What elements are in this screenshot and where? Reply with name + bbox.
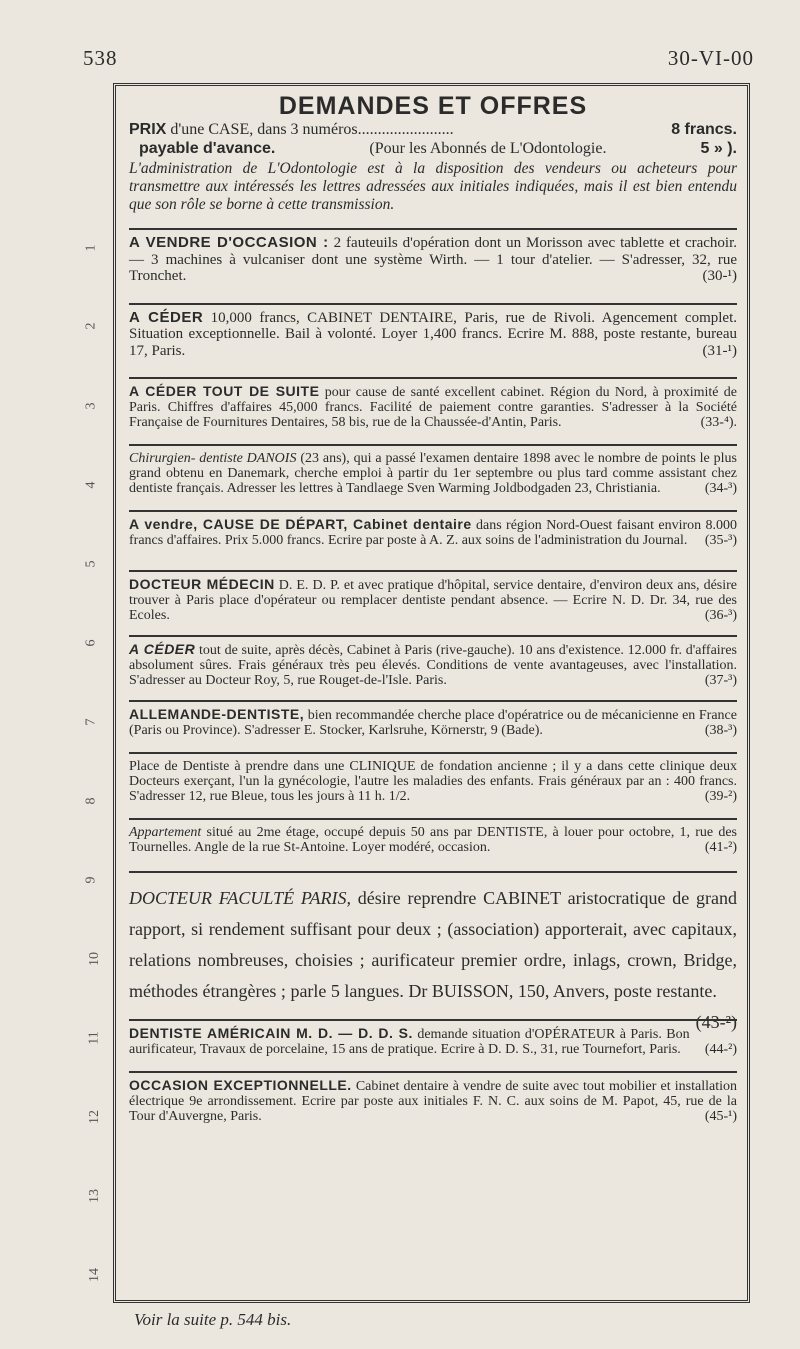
ads-frame (113, 83, 750, 1303)
margin-number: 13 (87, 1189, 102, 1203)
page-number: 538 (83, 46, 118, 70)
ad-text: pour cause de santé excellent cabinet. Région du Nord, à proximité de Paris. Chiffres d'affaires 45,000 francs. Facilité de paiement contre garanties. S'adresser à la Société Française de Fournitures Dentaires, 58 bis, rue de la Chaussée-d'Antin, Paris. (129, 385, 737, 430)
margin-number: 6 (83, 639, 99, 647)
ad-text: à prendre dans une CLINIQUE de fondation ancienne ; il y a dans cette clinique deux Docteurs exerçant, l'un la gynécologie, l'autre les maladies des enfants. Frais généraux par an : 400 francs. S'adresser 12, rue Bleue, tous les jours à 11 h. 1/2. (129, 759, 737, 804)
margin-number: 12 (87, 1110, 102, 1124)
margin-number: 5 (83, 560, 99, 568)
subscriber-note: (Pour les Abonnés de L'Odontologie. (369, 140, 607, 157)
ad-text: bien recommandée cherche place d'opératrice ou de mécanicienne en France (Paris ou Province). S'adresser E. Stocker, Karlsruhe, Körnerstr, 9 (Bade). (129, 708, 737, 738)
ad-ref: (33-⁴). (700, 415, 737, 430)
price-lead: PRIX (129, 121, 167, 138)
payable-label: payable d'avance. (139, 140, 276, 157)
ad-item (129, 444, 737, 496)
price-line-1 (129, 120, 737, 139)
ad-ref: (35-³) (704, 533, 737, 548)
ad-ref: (30-¹) (702, 268, 737, 284)
ad-text: désire reprendre CABINET aristocratique de grand rapport, si rendement suffisant pour deux ; (association) apporterait, avec capitaux, relations nombreuses, choisies ; aurificateur premier ordre, inlags, crown, Bridge, méthodes étrangères ; parle 5 langues. Dr BUISSON, 150, Anvers, poste restante. (129, 888, 738, 1001)
margin-number: 9 (83, 876, 99, 884)
ad-lead: DOCTEUR MÉDECIN (129, 576, 275, 592)
ad-lead: OCCASION EXCEPTIONNELLE. (129, 1077, 352, 1093)
page-title: DEMANDES ET OFFRES (278, 92, 588, 120)
margin-number: 1 (83, 244, 99, 252)
margin-number: 10 (87, 952, 102, 966)
ad-lead: A VENDRE D'OCCASION : (129, 234, 329, 251)
ad-item (129, 228, 737, 285)
ad-lead: Appartement (129, 825, 202, 840)
continued-note: Voir la suite p. 544 bis. (134, 1310, 292, 1329)
ad-ref: (38-³) (704, 723, 737, 738)
ad-ref: (34-³) (704, 481, 737, 496)
ad-ref: (31-¹) (702, 342, 737, 359)
ad-ref: (41-²) (704, 840, 737, 855)
ad-item (129, 752, 737, 804)
intro-text: L'administration de L'Odontologie est à la disposition des vendeurs ou acheteurs pour transmettre aux intéressés les lettres adressées aux initiales indiquées, mais il est bien entendu que son rôle se borne à cette transmission. (129, 160, 737, 213)
ad-text: demande situation d'OPÉRATEUR à Paris. Bon aurificateur, Travaux de porcelaine, 15 ans de pratique. Ecrire à D. D. S., 31, rue Tournefort, Paris. (129, 1027, 690, 1057)
price-line-2 (129, 139, 737, 158)
ad-text: (23 ans), qui a passé l'examen dentaire 1898 avec le nombre de points le plus grand obtenu en Danemark, cherche emploi à partir du 1er septembre ou plus tard comme assistant chez dentiste français. Adresser les lettres à Tandlaege Sven Warming Joldbodgaden 23, Christiania. (129, 451, 737, 496)
margin-number: 3 (83, 402, 99, 410)
ad-lead: A CÉDER TOUT DE SUITE (129, 383, 320, 399)
price-value: 8 francs. (671, 121, 737, 138)
ad-text: tout de suite, après décès, Cabinet à Paris (rive-gauche). 10 ans d'existence. 12.000 fr. d'affaires absolument sûres. Frais généraux très peu élevés. Conditions de vente avantageuses, avec l'installation. S'adresser au Docteur Roy, 5, rue Rouget-de-l'Isle. Paris. (129, 643, 737, 688)
ad-ref: (44-²) (704, 1042, 737, 1057)
ad-text: dans région Nord-Ouest faisant environ 8.000 francs d'affaires. Prix 5.000 francs. Ecrire par poste à A. Z. aux soins de l'administration du Journal. (129, 518, 738, 548)
ad-text: 10,000 francs, CABINET DENTAIRE, Paris, rue de Rivoli. Agencement complet. Situation exceptionnelle. Bail à volonté. Loyer 1,400 francs. Ecrire M. 888, poste restante, bureau 17, Paris. (129, 309, 738, 359)
ad-text: 2 fauteuils d'opération dont un Morisson avec tablette et crachoir. — 3 machines à vulcaniser dont une système Wirth. — 1 tour d'atelier. — S'adresser, 32, rue Tronchet. (129, 235, 737, 284)
subscriber-price: 5 » ). (700, 140, 737, 157)
ad-item (129, 570, 737, 623)
issue-date: 30-VI-00 (667, 46, 754, 70)
ad-text: D. E. D. P. et avec pratique d'hôpital, service dentaire, d'environ deux ans, désire trouver à Paris place d'opérateur ou remplacer dentiste pendant absence. — Ecrire N. D. Dr. 34, rue des Ecoles. (129, 578, 737, 623)
ad-ref: (39-²) (704, 789, 737, 804)
ad-item (129, 818, 737, 855)
ad-ref: (43-²) (695, 1012, 737, 1032)
margin-number: 2 (83, 322, 99, 330)
ad-text: situé au 2me étage, occupé depuis 50 ans par DENTISTE, à louer pour octobre, 1, rue des Tournelles. Angle de la rue St-Antoine. Loyer modéré, occasion. (129, 825, 737, 855)
ad-lead: Chirurgien- dentiste DANOIS (129, 451, 297, 466)
ad-item (129, 1071, 737, 1124)
ad-item (129, 303, 737, 360)
ad-item (129, 377, 737, 430)
ad-item (129, 1019, 737, 1057)
ad-item (129, 510, 737, 548)
ad-item (129, 871, 738, 1032)
ad-item (129, 635, 737, 688)
ad-item (129, 700, 737, 738)
margin-number: 4 (83, 481, 99, 489)
margin-number: 14 (87, 1268, 102, 1282)
ad-ref: (45-¹) (704, 1109, 737, 1124)
margin-number: 7 (83, 718, 99, 726)
ad-lead: DOCTEUR FACULTÉ PARIS, (129, 888, 351, 908)
margin-number: 8 (83, 797, 99, 805)
ad-ref: (36-³) (704, 608, 737, 623)
ad-lead: A vendre, CAUSE DE DÉPART, Cabinet dentaire (129, 516, 472, 532)
ad-lead: ALLEMANDE-DENTISTE, (129, 706, 305, 722)
ad-lead: A CÉDER (129, 308, 204, 326)
ad-text: Cabinet dentaire à vendre de suite avec tout mobilier et installation électrique 9e arrondissement. Ecrire par poste aux initiales F. N. C. aux soins de M. Papot, 45, rue de la Tour d'Auvergne, Paris. (129, 1079, 737, 1124)
margin-number: 11 (86, 1031, 102, 1045)
ad-lead: DENTISTE AMÉRICAIN M. D. — D. D. S. (129, 1025, 413, 1041)
price-text: d'une CASE, dans 3 numéros........................ (166, 121, 454, 138)
ad-lead: A CÉDER (129, 641, 196, 657)
ad-ref: (37-³) (704, 673, 737, 688)
ad-lead: Place de Dentiste (129, 759, 230, 774)
